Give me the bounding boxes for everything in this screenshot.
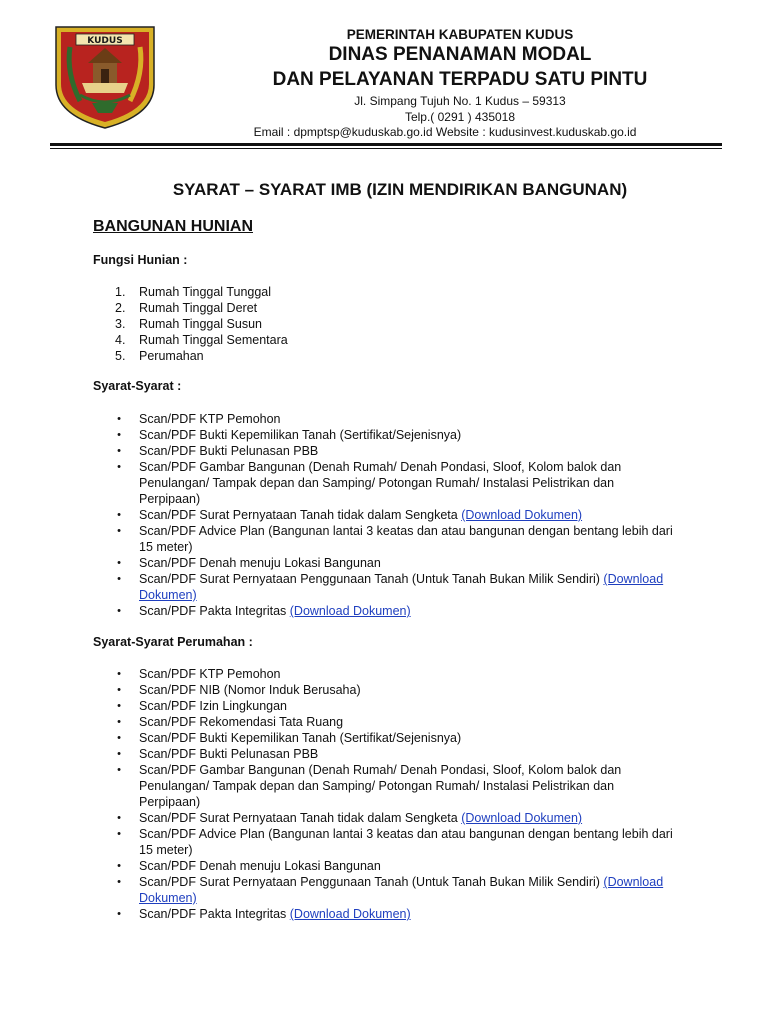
housing-requirements-list (114, 666, 674, 922)
svg-text:KUDUS: KUDUS (87, 36, 123, 46)
list-item: • Scan/PDF Gambar Bangunan (Denah Rumah/ Denah Pondasi, Sloof, Kolom balok dan Penulangan/ Tampak depan dan Samping/ Potongan Rumah/ Instalasi Pelistrikan dan Perpipaan) (117, 763, 622, 809)
document-title: SYARAT – SYARAT IMB (IZIN MENDIRIKAN BANGUNAN) (172, 180, 628, 199)
list-item: • Scan/PDF Advice Plan (Bangunan lantai 3 keatas dan atau bangunan dengan bentang lebih dari 15 meter) (117, 827, 673, 857)
list-item: • Scan/PDF Surat Pernyataan Penggunaan Tanah (Untuk Tanah Bukan Milik Sendiri) (Download Dokumen) (117, 572, 664, 602)
list-item: • Scan/PDF Bukti Kepemilikan Tanah (Sertifikat/Sejenisnya) (117, 428, 462, 442)
list-item: • Scan/PDF Bukti Pelunasan PBB (117, 444, 319, 458)
download-document-link[interactable]: (Download Dokumen) (139, 875, 664, 905)
list-item: • Scan/PDF Rekomendasi Tata Ruang (117, 715, 344, 729)
agency-name-line1: DINAS PENANAMAN MODAL (328, 44, 592, 65)
list-item: • Scan/PDF Surat Pernyataan Tanah tidak dalam Sengketa (Download Dokumen) (117, 811, 583, 825)
download-document-link[interactable]: (Download Dokumen) (461, 811, 583, 825)
section-title: BANGUNAN HUNIAN (93, 218, 253, 235)
functions-list (93, 284, 288, 364)
kudus-coat-of-arms-logo (52, 23, 158, 131)
list-item: • Scan/PDF Surat Pernyataan Tanah tidak dalam Sengketa (Download Dokumen) (117, 508, 583, 522)
list-item: • Scan/PDF NIB (Nomor Induk Berusaha) (117, 683, 361, 697)
list-item: • Scan/PDF Gambar Bangunan (Denah Rumah/ Denah Pondasi, Sloof, Kolom balok dan Penulangan/ Tampak depan dan Samping/ Potongan Rumah/ Instalasi Pelistrikan dan Perpipaan) (117, 460, 622, 506)
functions-label: Fungsi Hunian : (93, 253, 188, 267)
requirements-list (114, 411, 674, 619)
housing-requirements-label: Syarat-Syarat Perumahan : (93, 635, 253, 649)
list-item: 3. Rumah Tinggal Susun (115, 317, 262, 331)
list-item: • Scan/PDF Surat Pernyataan Penggunaan Tanah (Untuk Tanah Bukan Milik Sendiri) (Download Dokumen) (117, 875, 664, 905)
list-item: • Scan/PDF KTP Pemohon (117, 412, 281, 426)
letterhead-divider-thick (50, 143, 722, 146)
list-item: • Scan/PDF KTP Pemohon (117, 667, 281, 681)
list-item: 4. Rumah Tinggal Sementara (115, 333, 288, 347)
list-item: • Scan/PDF Denah menuju Lokasi Bangunan (117, 556, 381, 570)
office-phone: Telp.( 0291 ) 435018 (404, 110, 516, 124)
list-item: • Scan/PDF Pakta Integritas (Download Dokumen) (117, 604, 411, 618)
download-document-link[interactable]: (Download Dokumen) (289, 907, 411, 921)
list-item: 5. Perumahan (115, 349, 204, 363)
list-item: • Scan/PDF Pakta Integritas (Download Dokumen) (117, 907, 411, 921)
agency-name-line2: DAN PELAYANAN TERPADU SATU PINTU (272, 69, 648, 90)
download-document-link[interactable]: (Download Dokumen) (461, 508, 583, 522)
letterhead-divider-thin (50, 148, 722, 149)
list-item: 1. Rumah Tinggal Tunggal (115, 285, 272, 299)
list-item: • Scan/PDF Denah menuju Lokasi Bangunan (117, 859, 381, 873)
list-item: • Scan/PDF Advice Plan (Bangunan lantai 3 keatas dan atau bangunan dengan bentang lebih dari 15 meter) (117, 524, 673, 554)
download-document-link[interactable]: (Download Dokumen) (289, 604, 411, 618)
list-item: 2. Rumah Tinggal Deret (115, 301, 258, 315)
government-name: PEMERINTAH KABUPATEN KUDUS (346, 27, 574, 42)
office-address: Jl. Simpang Tujuh No. 1 Kudus – 59313 (354, 94, 566, 108)
requirements-label: Syarat-Syarat : (93, 379, 182, 393)
list-item: • Scan/PDF Izin Lingkungan (117, 699, 288, 713)
office-email-website: Email : dpmptsp@kuduskab.go.id Website : kudusinvest.kuduskab.go.id (253, 125, 637, 139)
list-item: • Scan/PDF Bukti Pelunasan PBB (117, 747, 319, 761)
list-item: • Scan/PDF Bukti Kepemilikan Tanah (Sertifikat/Sejenisnya) (117, 731, 462, 745)
download-document-link[interactable]: (Download Dokumen) (139, 572, 664, 602)
